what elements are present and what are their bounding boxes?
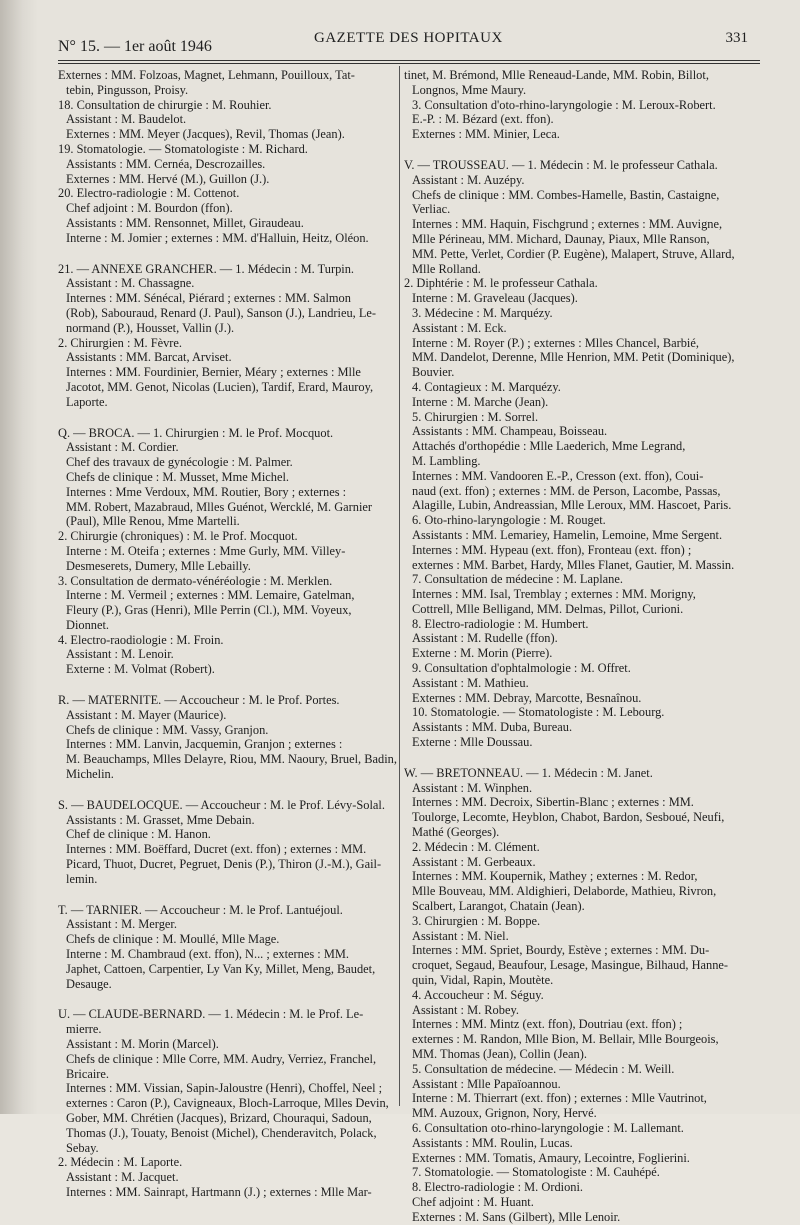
- text-line: E.-P. : M. Bézard (ext. ffon).: [412, 112, 554, 127]
- text-line: Chefs de clinique : MM. Vassy, Granjon.: [66, 722, 269, 737]
- header-rule-top: [58, 60, 760, 61]
- text-block: [58, 1155, 398, 1199]
- text-line: W. — BRETONNEAU. — 1. Médecin : M. Janet.: [404, 765, 653, 780]
- text-line: Internes : Mme Verdoux, MM. Routier, Bory ; externes :: [66, 484, 347, 499]
- text-line: Assistant : M. Gerbeaux.: [412, 854, 536, 869]
- text-line: externes : Caron (P.), Cavigneaux, Bloch-Larroque, Mlles Devin,: [66, 1096, 389, 1111]
- text-line: Internes : MM. Fourdinier, Bernier, Méary ; externes : Mlle: [66, 365, 361, 380]
- text-line: 7. Stomatologie. — Stomatologiste : M. Cauhépé.: [412, 1165, 660, 1180]
- text-block: [58, 574, 398, 633]
- text-line: 2. Chirurgien : M. Fèvre.: [58, 335, 183, 350]
- text-line: 19. Stomatologie. — Stomatologiste : M. Richard.: [58, 141, 308, 156]
- text-line: 5. Consultation de médecine. — Médecin : M. Weill.: [412, 1061, 675, 1076]
- text-line: MM. Pette, Verlet, Cordier (P. Eugène), Malapert, Struve, Allard,: [412, 246, 735, 261]
- text-line: MM. Auzoux, Grignon, Nory, Hervé.: [412, 1106, 597, 1121]
- text-line: Externes : MM. Folzoas, Magnet, Lehmann, Pouilloux, Tat-: [58, 68, 355, 82]
- text-block: [58, 262, 398, 336]
- text-line: Alagille, Lubin, Andreassian, Mlle Leroux, MM. Hascoet, Paris.: [412, 498, 732, 513]
- text-line: Internes : MM. Sainrapt, Hartmann (J.) ; externes : Mlle Mar-: [66, 1184, 372, 1199]
- text-line: Interne : M. Graveleau (Jacques).: [412, 291, 578, 306]
- text-line: Chef adjoint : M. Huant.: [412, 1194, 534, 1209]
- text-line: M. Beauchamps, Mlles Delayre, Riou, MM. Naoury, Bruel, Badin,: [66, 752, 397, 767]
- text-line: 3. Consultation de dermato-vénéréologie : M. Merklen.: [58, 573, 333, 588]
- text-block: [58, 798, 398, 887]
- text-line: Assistants : MM. Barcat, Arviset.: [66, 350, 232, 365]
- text-line: Interne : M. Thierrart (ext. ffon) ; externes : Mlle Vautrinot,: [412, 1091, 707, 1106]
- text-line: Fleury (P.), Gras (Henri), Mlle Perrin (Cl.), MM. Voyeux,: [66, 603, 352, 618]
- text-line: Q. — BROCA. — 1. Chirurgien : M. le Prof. Mocquot.: [58, 425, 334, 440]
- text-line: 4. Contagieux : M. Marquézy.: [412, 379, 561, 394]
- text-line: Externes : MM. Minier, Leca.: [412, 127, 560, 142]
- text-line: Assistant : M. Chassagne.: [66, 276, 195, 291]
- text-line: Interne : M. Jomier ; externes : MM. d'Halluin, Heitz, Oléon.: [66, 230, 369, 245]
- text-line: Assistant : M. Eck.: [412, 320, 507, 335]
- text-line: Interne : M. Royer (P.) ; externes : Mlles Chancel, Barbié,: [412, 335, 699, 350]
- text-line: Assistants : M. Grasset, Mme Debain.: [66, 812, 255, 827]
- page-header: [58, 30, 760, 58]
- text-line: Externe : M. Volmat (Robert).: [66, 662, 215, 677]
- column-divider: [399, 66, 400, 1106]
- text-line: Assistant : M. Winphen.: [412, 780, 533, 795]
- text-line: Assistant : M. Lenoir.: [66, 647, 174, 662]
- text-line: MM. Robert, Mazabraud, Mlles Guénot, Wercklé, M. Garnier: [66, 499, 373, 514]
- text-line: 4. Electro-raodiologie : M. Froin.: [58, 632, 224, 647]
- text-line: Chef de clinique : M. Hanon.: [66, 827, 211, 842]
- text-block: [58, 426, 398, 530]
- text-line: Scalbert, Larangot, Chatain (Jean).: [412, 899, 585, 914]
- text-line: Chefs de clinique : Mlle Corre, MM. Audry, Verriez, Franchel,: [66, 1051, 377, 1066]
- text-line: Assistant : M. Mayer (Maurice).: [66, 707, 227, 722]
- text-line: U. — CLAUDE-BERNARD. — 1. Médecin : M. le Prof. Le-: [58, 1007, 364, 1022]
- text-line: 8. Electro-radiologie : M. Ordioni.: [412, 1180, 584, 1195]
- text-line: Assistant : M. Auzépy.: [412, 172, 525, 187]
- text-line: S. — BAUDELOCQUE. — Accoucheur : M. le Prof. Lévy-Solal.: [58, 797, 385, 812]
- text-line: Michelin.: [66, 767, 114, 782]
- text-line: 2. Diphtérie : M. le professeur Cathala.: [404, 276, 598, 291]
- text-line: Attachés d'orthopédie : Mlle Laederich, Mme Legrand,: [412, 439, 686, 454]
- header-rule-bottom: [58, 63, 760, 64]
- text-block: [404, 68, 756, 142]
- text-line: normand (P.), Housset, Vallin (J.).: [66, 320, 235, 335]
- text-line: Assistant : M. Robey.: [412, 1002, 519, 1017]
- text-line: Assistant : M. Niel.: [412, 928, 509, 943]
- text-line: Internes : MM. Sénécal, Piérard ; externes : MM. Salmon: [66, 291, 351, 306]
- text-line: quin, Vidal, Rapin, Moutète.: [412, 973, 554, 988]
- text-line: 8. Electro-radiologie : M. Humbert.: [412, 616, 589, 631]
- text-line: Externes : MM. Tomatis, Amaury, Lecointre, Foglierini.: [412, 1150, 690, 1165]
- text-line: Picard, Thuot, Ducret, Pegruet, Denis (P.), Thiron (J.-M.), Gail-: [66, 857, 382, 872]
- text-block: [404, 276, 756, 750]
- text-line: Assistants : MM. Cernéa, Descrozailles.: [66, 156, 266, 171]
- text-line: 2. Chirurgie (chroniques) : M. le Prof. Mocquot.: [58, 529, 298, 544]
- text-line: Dionnet.: [66, 617, 110, 632]
- text-block: [404, 766, 756, 1225]
- text-line: Assistants : MM. Duba, Bureau.: [412, 720, 573, 735]
- text-line: (Paul), Mlle Renou, Mme Martelli.: [66, 514, 240, 529]
- text-block: [58, 336, 398, 410]
- text-line: MM. Thomas (Jean), Collin (Jean).: [412, 1047, 587, 1061]
- text-line: Bouvier.: [412, 365, 455, 380]
- text-line: Externes : MM. Meyer (Jacques), Revil, Thomas (Jean).: [66, 127, 345, 142]
- text-line: 4. Accoucheur : M. Séguy.: [412, 987, 544, 1002]
- text-line: naud (ext. ffon) ; externes : MM. de Person, Lacombe, Passas,: [412, 483, 721, 498]
- text-line: Bricaire.: [66, 1066, 109, 1081]
- text-block: [58, 68, 398, 98]
- text-line: Chef adjoint : M. Bourdon (ffon).: [66, 201, 233, 216]
- text-line: Internes : MM. Hypeau (ext. ffon), Fronteau (ext. ffon) ;: [412, 542, 692, 557]
- text-line: Internes : MM. Spriet, Bourdy, Estève ; externes : MM. Du-: [412, 943, 710, 958]
- text-block: [58, 1007, 398, 1155]
- text-line: 3. Consultation d'oto-rhino-laryngologie : M. Leroux-Robert.: [412, 97, 716, 112]
- text-line: croquet, Segaud, Beaufour, Lesage, Masingue, Bilhaud, Hanne-: [412, 958, 729, 973]
- text-line: externes : MM. Barbet, Hardy, Mlles Flanet, Gautier, M. Massin.: [412, 557, 735, 572]
- text-line: Externe : M. Morin (Pierre).: [412, 646, 553, 661]
- text-line: Chefs de clinique : M. Moullé, Mlle Mage.: [66, 932, 280, 947]
- text-line: Assistants : MM. Rensonnet, Millet, Giraudeau.: [66, 215, 304, 230]
- text-line: Externes : MM. Debray, Marcotte, Besnaînou.: [412, 690, 642, 705]
- text-line: Toulorge, Lecomte, Heyblon, Chabot, Bardon, Sesboué, Neufi,: [412, 810, 725, 825]
- text-block: [404, 158, 756, 276]
- text-line: T. — TARNIER. — Accoucheur : M. le Prof. Lantuéjoul.: [58, 902, 343, 917]
- text-line: Internes : MM. Haquin, Fischgrund ; externes : MM. Auvigne,: [412, 217, 723, 232]
- text-line: M. Lambling.: [412, 453, 481, 468]
- text-line: Internes : MM. Vandooren E.-P., Cresson (ext. ffon), Coui-: [412, 468, 704, 483]
- text-line: Internes : MM. Boëffard, Ducret (ext. ffon) ; externes : MM.: [66, 842, 367, 857]
- text-line: 5. Chirurgien : M. Sorrel.: [412, 409, 539, 424]
- text-block: [58, 633, 398, 677]
- text-line: Internes : MM. Koupernik, Mathey ; externes : M. Redor,: [412, 869, 698, 884]
- text-line: Assistant : Mlle Papaïoannou.: [412, 1076, 561, 1091]
- text-line: Cottrell, Mlle Belligand, MM. Delmas, Pillot, Curioni.: [412, 601, 684, 616]
- text-line: Internes : MM. Isal, Tremblay ; externes : MM. Morigny,: [412, 587, 696, 602]
- text-line: 3. Médecine : M. Marquézy.: [412, 305, 553, 320]
- text-line: Interne : M. Chambraud (ext. ffon), N... ; externes : MM.: [66, 947, 349, 962]
- text-line: Internes : MM. Lanvin, Jacquemin, Granjon ; externes :: [66, 737, 343, 752]
- text-block: [58, 693, 398, 782]
- text-line: Externes : MM. Hervé (M.), Guillon (J.).: [66, 171, 270, 186]
- text-line: lemin.: [66, 871, 98, 886]
- text-line: Internes : MM. Mintz (ext. ffon), Doutriau (ext. ffon) ;: [412, 1017, 683, 1032]
- text-line: Assistant : M. Merger.: [66, 917, 177, 932]
- text-line: externes : M. Randon, Mlle Bion, M. Bellair, Mlle Bourgeois,: [412, 1032, 719, 1047]
- text-line: Interne : M. Marche (Jean).: [412, 394, 549, 409]
- text-block: [58, 903, 398, 992]
- text-line: Assistant : M. Jacquet.: [66, 1170, 179, 1185]
- text-line: tebin, Pingusson, Proisy.: [66, 82, 189, 97]
- text-block: [58, 186, 398, 245]
- text-line: Mlle Rolland.: [412, 261, 481, 276]
- text-line: Assistant : M. Baudelot.: [66, 112, 187, 127]
- text-line: Longnos, Mme Maury.: [412, 82, 527, 97]
- right-column: [404, 68, 756, 1225]
- text-line: Assistants : MM. Roulin, Lucas.: [412, 1135, 573, 1150]
- text-line: Assistant : M. Rudelle (ffon).: [412, 631, 558, 646]
- text-line: 9. Consultation d'ophtalmologie : M. Offret.: [412, 661, 631, 676]
- issue-date: N° 15. — 1er août 1946: [58, 38, 212, 55]
- text-line: R. — MATERNITE. — Accoucheur : M. le Prof. Portes.: [58, 693, 340, 708]
- text-line: V. — TROUSSEAU. — 1. Médecin : M. le professeur Cathala.: [404, 157, 718, 172]
- left-column: [58, 68, 398, 1200]
- text-line: Externe : Mlle Doussau.: [412, 735, 533, 750]
- text-line: Assistant : M. Mathieu.: [412, 675, 529, 690]
- text-line: Desmeserets, Dumery, Mlle Lebailly.: [66, 558, 251, 573]
- text-line: Interne : M. Vermeil ; externes : MM. Lemaire, Gatelman,: [66, 588, 355, 603]
- text-line: Chefs de clinique : MM. Combes-Hamelle, Bastin, Castaigne,: [412, 187, 720, 202]
- text-line: mierre.: [66, 1022, 102, 1037]
- text-line: 10. Stomatologie. — Stomatologiste : M. Lebourg.: [412, 705, 665, 720]
- text-line: Gober, MM. Chrétien (Jacques), Brizard, Chouraqui, Sadoun,: [66, 1111, 372, 1125]
- text-line: Mlle Périneau, MM. Michard, Daunay, Piaux, Mlle Ranson,: [412, 231, 710, 246]
- text-line: 6. Oto-rhino-laryngologie : M. Rouget.: [412, 513, 606, 528]
- text-line: Chef des travaux de gynécologie : M. Palmer.: [66, 455, 293, 470]
- text-line: Assistant : M. Cordier.: [66, 440, 179, 455]
- text-line: Desauge.: [66, 976, 112, 991]
- text-line: 7. Consultation de médecine : M. Laplane.: [412, 572, 623, 587]
- text-line: 20. Electro-radiologie : M. Cottenot.: [58, 186, 240, 201]
- text-block: [58, 98, 398, 142]
- text-line: Japhet, Cattoen, Carpentier, Ly Van Ky, Millet, Meng, Baudet,: [66, 961, 376, 976]
- text-line: Assistants : MM. Champeau, Boisseau.: [412, 424, 608, 439]
- text-line: tinet, M. Brémond, Mlle Reneaud-Lande, MM. Robin, Billot,: [404, 68, 709, 82]
- text-line: 6. Consultation oto-rhino-laryngologie : M. Lallemant.: [412, 1120, 684, 1135]
- text-line: 2. Médecin : M. Laporte.: [58, 1155, 183, 1170]
- text-line: Internes : MM. Decroix, Sibertin-Blanc ; externes : MM.: [412, 795, 694, 810]
- text-line: Assistant : M. Morin (Marcel).: [66, 1037, 219, 1052]
- text-line: 21. — ANNEXE GRANCHER. — 1. Médecin : M. Turpin.: [58, 261, 355, 276]
- text-line: 2. Médecin : M. Clément.: [412, 839, 540, 854]
- text-line: Sebay.: [66, 1140, 99, 1155]
- text-line: Thomas (J.), Touaty, Benoist (Michel), Chenderavitch, Polack,: [66, 1125, 377, 1140]
- text-line: Externes : M. Sans (Gilbert), Mlle Lenoir.: [412, 1209, 621, 1224]
- text-line: Mathé (Georges).: [412, 825, 500, 840]
- text-block: [58, 142, 398, 186]
- text-line: (Rob), Sabouraud, Renard (J. Paul), Sanson (J.), Landrieu, Le-: [66, 305, 377, 320]
- text-line: 18. Consultation de chirurgie : M. Rouhier.: [58, 97, 272, 112]
- page-number: 331: [725, 30, 748, 46]
- text-line: Chefs de clinique : M. Musset, Mme Michel.: [66, 469, 290, 484]
- text-line: 3. Chirurgien : M. Boppe.: [412, 913, 541, 928]
- text-line: Verliac.: [412, 202, 451, 217]
- text-block: [58, 529, 398, 573]
- text-line: Laporte.: [66, 394, 108, 409]
- text-line: Internes : MM. Vissian, Sapin-Jaloustre (Henri), Choffel, Neel ;: [66, 1081, 383, 1096]
- text-line: Jacotot, MM. Genot, Nicolas (Lucien), Tardif, Erard, Mauroy,: [66, 379, 374, 394]
- text-line: Interne : M. Oteifa ; externes : Mme Gurly, MM. Villey-: [66, 543, 346, 558]
- text-line: Mlle Bouveau, MM. Aldighieri, Delaborde, Mathieu, Rivron,: [412, 884, 717, 899]
- text-line: Assistants : MM. Lemariey, Hamelin, Lemoine, Mme Sergent.: [412, 527, 723, 542]
- journal-title: GAZETTE DES HOPITAUX: [314, 30, 503, 46]
- text-line: MM. Dandelot, Derenne, Mlle Henrion, MM. Petit (Dominique),: [412, 350, 735, 365]
